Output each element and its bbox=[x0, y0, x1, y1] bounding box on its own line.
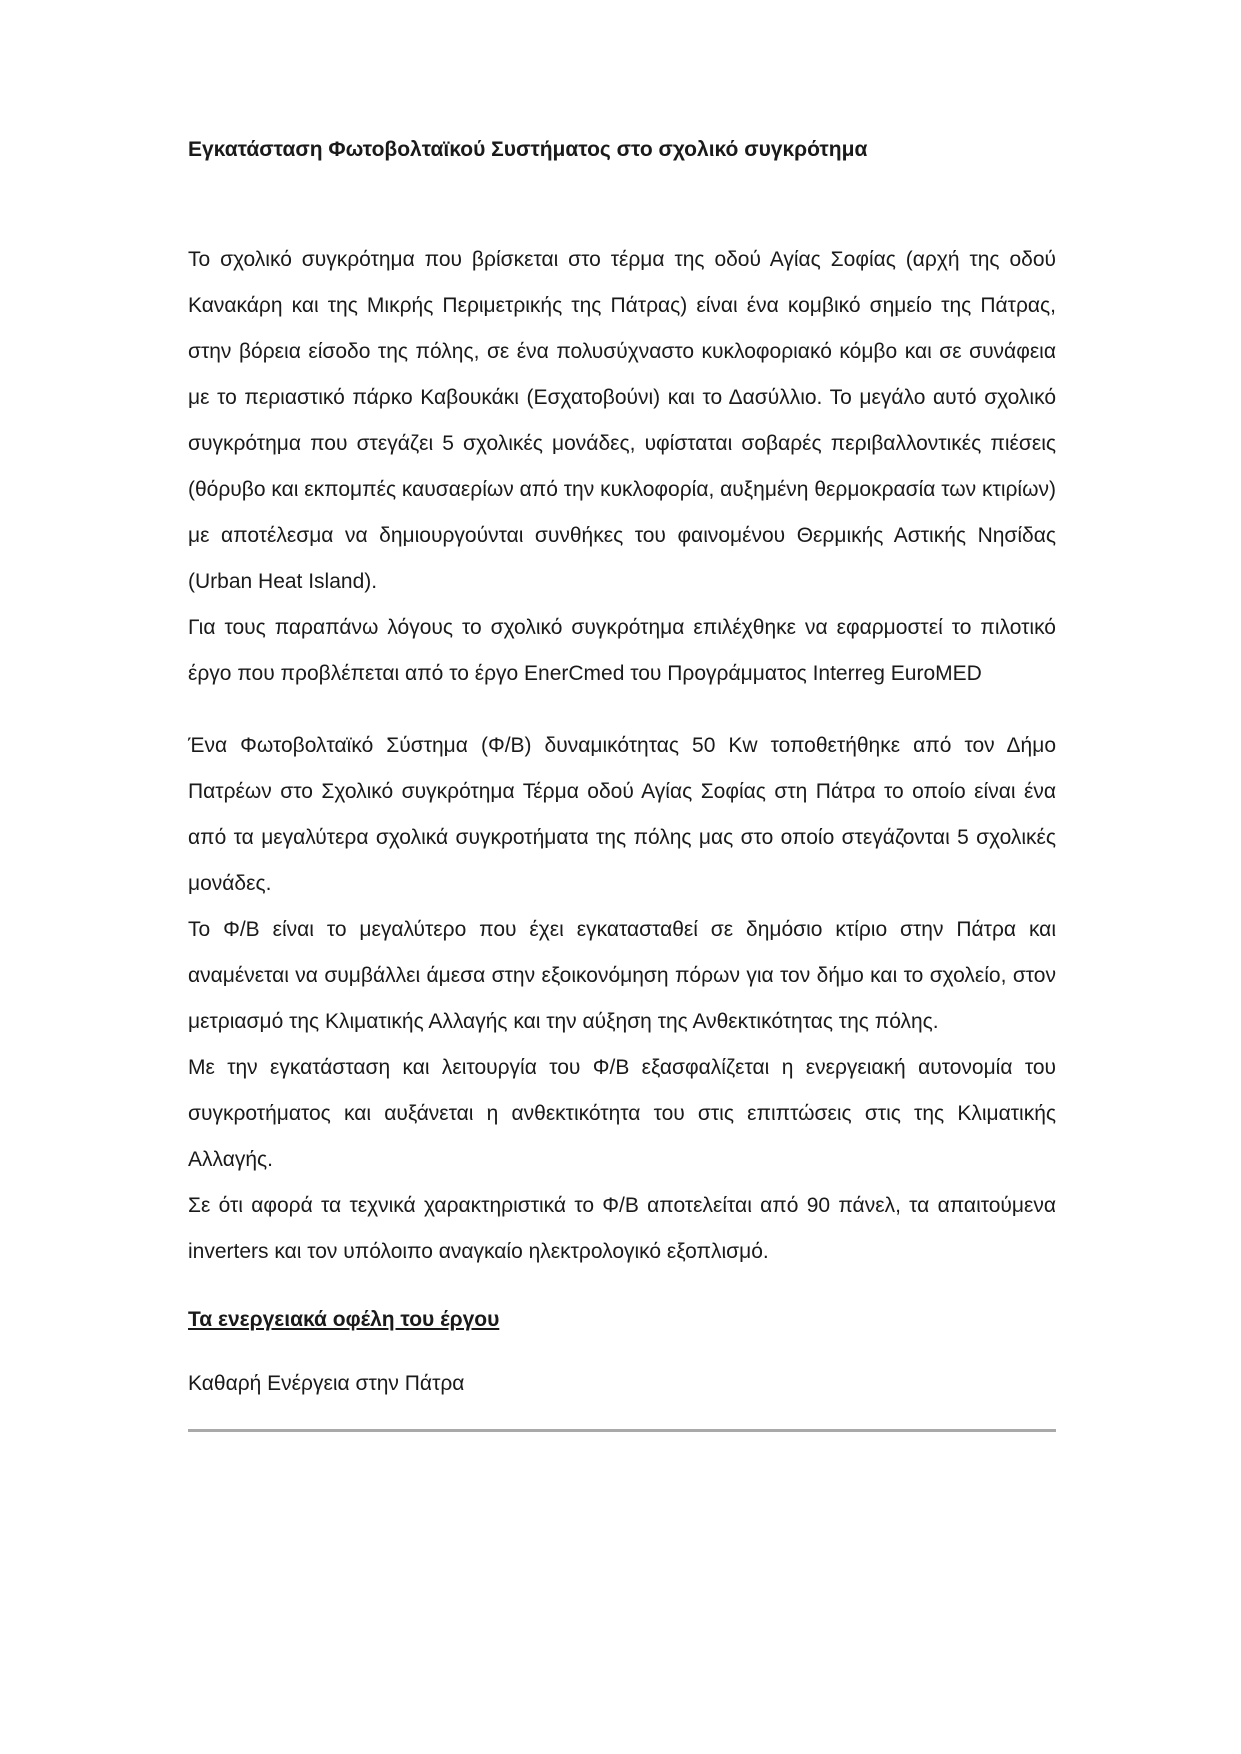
paragraph-pv-system: Ένα Φωτοβολταϊκό Σύστημα (Φ/Β) δυναμικότητας 50 Kw τοποθετήθηκε από τον Δήμο Πατρέων στο Σχολικό συγκρότημα Τέρμα οδού Αγίας Σοφίας στη Πάτρα το οποίο είναι ένα από τα μεγαλύτερα σχολικά συγκροτήματα της πόλης μας στο οποίο στεγάζονται 5 σχολικές μονάδες. bbox=[188, 734, 1056, 895]
paragraph-energy-autonomy: Με την εγκατάσταση και λειτουργία του Φ/Β εξασφαλίζεται η ενεργειακή αυτονομία του συγκροτήματος και αυξάνεται η ανθεκτικότητα του στις επιπτώσεις στις της Κλιματικής Αλλαγής. bbox=[188, 1056, 1056, 1171]
paragraph-pilot-selection: Για τους παραπάνω λόγους το σχολικό συγκρότημα επιλέχθηκε να εφαρμοστεί το πιλοτικό έργο που προβλέπεται από το έργο EnerCmed του Προγράμματος Interreg EuroMED bbox=[188, 616, 1056, 685]
document-page bbox=[188, 130, 1056, 1432]
paragraph-largest-pv: Το Φ/Β είναι το μεγαλύτερο που έχει εγκατασταθεί σε δημόσιο κτίριο στην Πάτρα και αναμένεται να συμβάλλει άμεσα στην εξοικονόμηση πόρων για τον δήμο και το σχολείο, στον μετριασμό της Κλιματικής Αλλαγής και την αύξηση της Ανθεκτικότητας της πόλης. bbox=[188, 918, 1056, 1033]
horizontal-divider bbox=[188, 1429, 1056, 1432]
document-title: Εγκατάσταση Φωτοβολταϊκού Συστήματος στο σχολικό συγκρότημα bbox=[188, 138, 868, 161]
paragraph-technical-specs: Σε ότι αφορά τα τεχνικά χαρακτηριστικά το Φ/Β αποτελείται από 90 πάνελ, τα απαιτούμενα inverters και τον υπόλοιπο αναγκαίο ηλεκτρολογικό εξοπλισμό. bbox=[188, 1194, 1056, 1263]
section-subline: Καθαρή Ενέργεια στην Πάτρα bbox=[188, 1372, 465, 1395]
paragraph-school-complex: Το σχολικό συγκρότημα που βρίσκεται στο τέρμα της οδού Αγίας Σοφίας (αρχή της οδού Κανακάρη και της Μικρής Περιμετρικής της Πάτρας) είναι ένα κομβικό σημείο της Πάτρας, στην βόρεια είσοδο της πόλης, σε ένα πολυσύχναστο κυκλοφοριακό κόμβο και σε συνάφεια με το περιαστικό πάρκο Καβουκάκι (Εσχατοβούνι) και το Δασύλλιο. Το μεγάλο αυτό σχολικό συγκρότημα που στεγάζει 5 σχολικές μονάδες, υφίσταται σοβαρές περιβαλλοντικές πιέσεις (θόρυβο και εκπομπές καυσαερίων από την κυκλοφορία, αυξημένη θερμοκρασία των κτιρίων) με αποτέλεσμα να δημιουργούνται συνθήκες του φαινομένου Θερμικής Αστικής Νησίδας (Urban Heat Island). bbox=[188, 248, 1056, 593]
section-heading: Τα ενεργειακά οφέλη του έργου bbox=[188, 1308, 500, 1331]
